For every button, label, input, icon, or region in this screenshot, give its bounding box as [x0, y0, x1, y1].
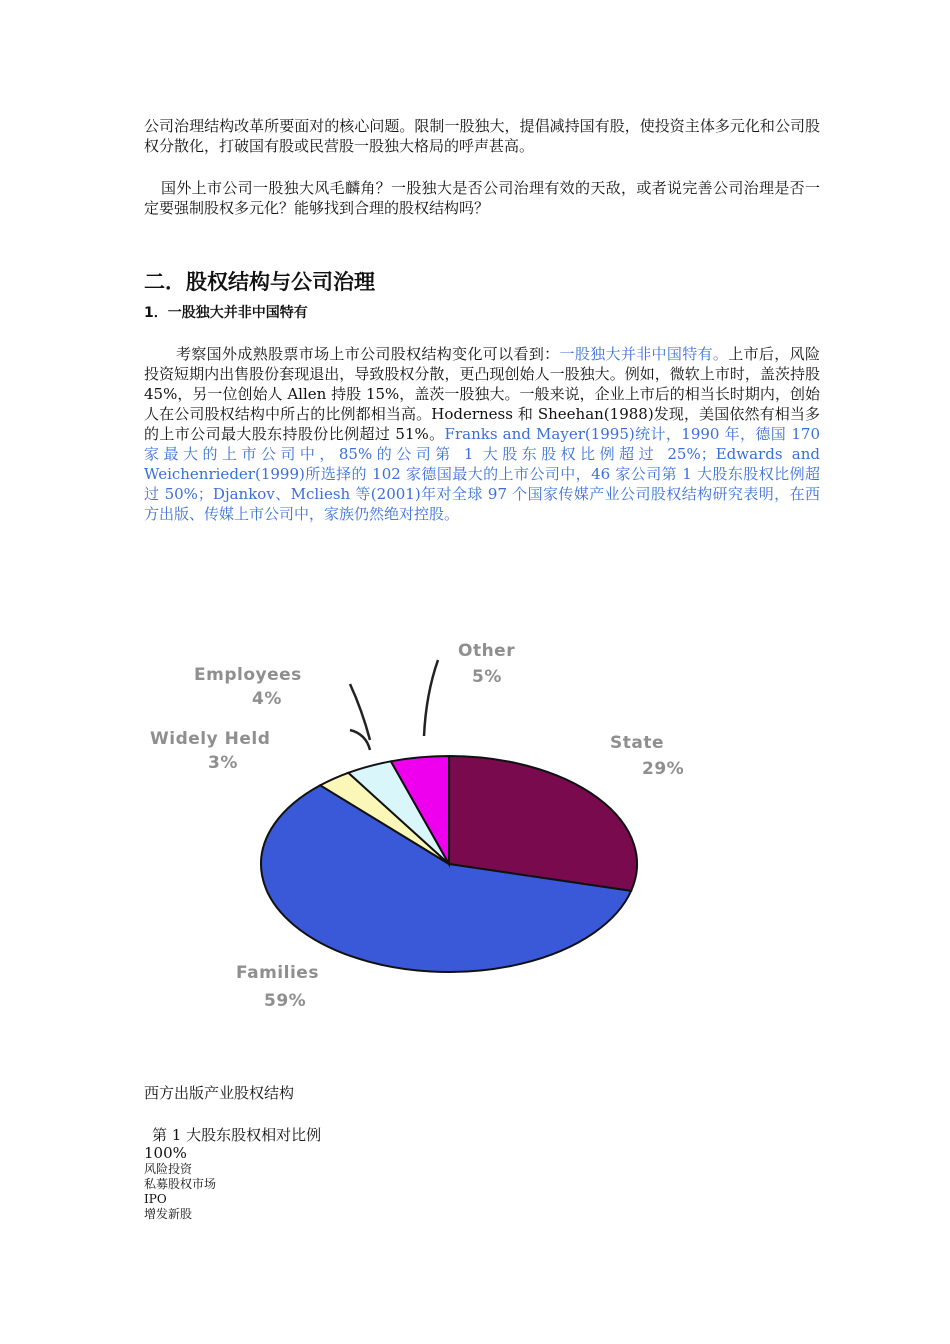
lower-item-1: 风险投资	[144, 1162, 193, 1176]
lower-line-1: 第 1 大股东股权相对比例	[152, 1126, 322, 1144]
ownership-pie-chart	[144, 624, 746, 1016]
subsection-heading: 1．一股独大并非中国特有	[144, 305, 308, 321]
pie-value-families: 59%	[264, 991, 307, 1011]
pie-label-families: Families	[236, 963, 319, 983]
paragraph-2: 国外上市公司一股独大风毛麟角？一股独大是否公司治理有效的天敌，或者说完善公司治理是否一定要强制股权多元化？能够找到合理的股权结构吗？	[144, 179, 820, 217]
paragraph-3	[144, 344, 820, 524]
pie-label-other: Other	[458, 641, 516, 661]
leader-line-other	[424, 660, 438, 736]
pie-chart-svg	[144, 624, 746, 1016]
lower-item-3: IPO	[144, 1192, 167, 1206]
section-heading: 二．股权结构与公司治理	[144, 270, 375, 294]
lower-item-2: 私募股权市场	[144, 1177, 217, 1191]
chart-caption: 西方出版产业股权结构	[144, 1084, 295, 1102]
pie-label-widely-held: Widely Held	[150, 729, 271, 749]
paragraph-3-text-c: 上市后，风险投资短期内出售股份套现退出，导致股权分散，更凸现创始人一股独大。例如，微软上市时，盖茨持股 45%，另一位创始人 Allen 持股 15%，盖茨一股独大。一般来说，企业上市后的相当长时期内，创始人在公司股权结构中所占的比例都相当高。Hoderness 和 Sheehan(1988)发现，美国依然有相当多的上市公司最大股东持股份比例超过 51%。	[144, 345, 820, 443]
pie-value-state: 29%	[642, 759, 685, 779]
pie-value-other: 5%	[472, 667, 502, 687]
pie-value-widely-held: 3%	[208, 753, 238, 773]
lower-item-4: 增发新股	[144, 1207, 193, 1221]
paragraph-3-citations: Franks and Mayer(1995)统计，1990 年，德国 170 家最大的上市公司中，85%的公司第 1 大股东股权比例超过 25%；Edwards and Weichenrieder(1999)所选择的 102 家德国最大的上市公司中，46 家公司第 1 大股东股权比例超过 50%；Djankov、Mcliesh 等(2001)年对全球 97 个国家传媒产业公司股权结构研究表明，在西方出版、传媒上市公司中，家族仍然绝对控股。	[144, 425, 820, 523]
pie-label-employees: Employees	[194, 665, 302, 685]
pie-value-employees: 4%	[252, 689, 282, 709]
paragraph-3-text-a: 考察国外成熟股票市场上市公司股权结构变化可以看到：	[176, 345, 560, 363]
paragraph-3-highlight: 一股独大并非中国特有。	[559, 345, 729, 363]
paragraph-1: 公司治理结构改革所要面对的核心问题。限制一股独大，提倡减持国有股，使投资主体多元化和公司股权分散化，打破国有股或民营股一股独大格局的呼声甚高。	[144, 117, 820, 155]
lower-line-2: 100%	[144, 1144, 187, 1162]
pie-label-state: State	[610, 733, 664, 753]
